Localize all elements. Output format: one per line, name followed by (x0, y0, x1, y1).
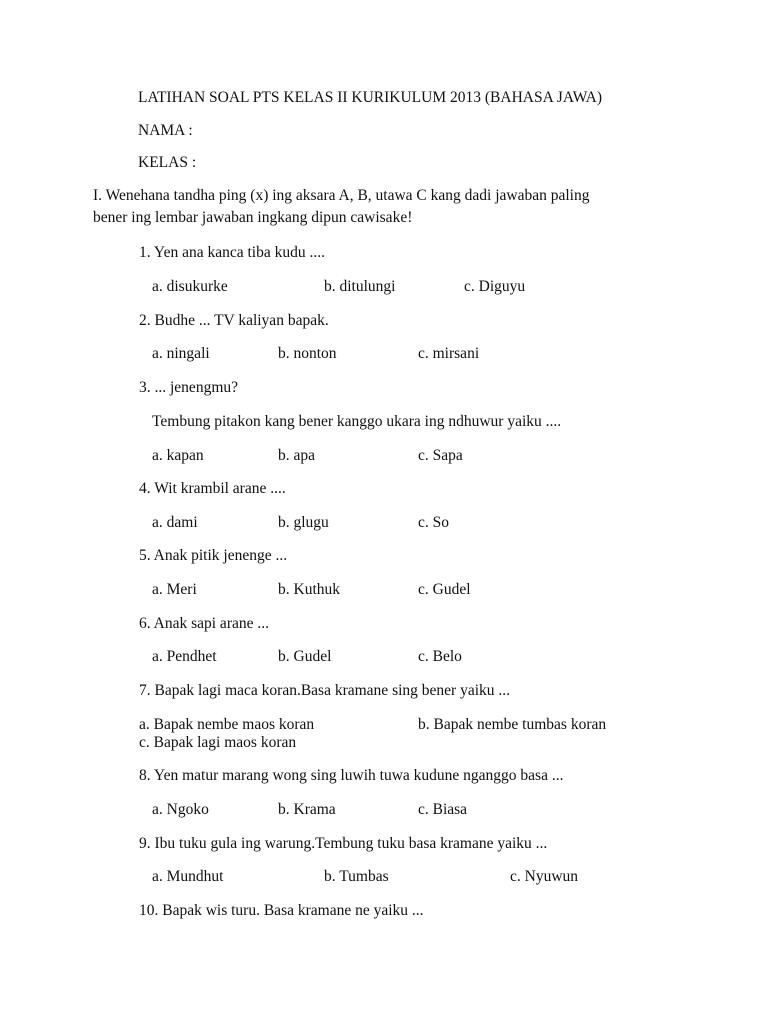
nama-label: NAMA : (138, 122, 193, 139)
question-9-option-c: c. Nyuwun (510, 868, 579, 885)
question-8-option-a: a. Ngoko (152, 801, 209, 818)
question-8-option-c: c. Biasa (418, 801, 468, 818)
instruction-line-1: I. Wenehana tandha ping (x) ing aksara A, B, utawa C kang dadi jawaban paling (93, 187, 590, 204)
question-3: 3. ... jenengmu? (139, 379, 239, 396)
question-1: 1. Yen ana kanca tiba kudu .... (139, 244, 325, 261)
question-1-option-a: a. disukurke (152, 278, 228, 295)
question-6-option-b: b. Gudel (278, 648, 332, 665)
question-4-option-b: b. glugu (278, 514, 329, 531)
question-8-option-b: b. Krama (278, 801, 336, 818)
question-3-option-c: c. Sapa (418, 447, 463, 464)
question-6: 6. Anak sapi arane ... (139, 615, 269, 632)
question-3-subtext: Tembung pitakon kang bener kanggo ukara ing ndhuwur yaiku .... (152, 413, 562, 430)
question-2-option-c: c. mirsani (418, 345, 480, 362)
question-4: 4. Wit krambil arane .... (139, 480, 286, 497)
question-4-option-a: a. dami (152, 514, 198, 531)
question-5-option-b: b. Kuthuk (278, 581, 340, 598)
question-7: 7. Bapak lagi maca koran.Basa kramane sing bener yaiku ... (139, 682, 511, 699)
document-title: LATIHAN SOAL PTS KELAS II KURIKULUM 2013 (BAHASA JAWA) (138, 89, 603, 106)
question-1-option-c: c. Diguyu (464, 278, 526, 295)
question-2: 2. Budhe ... TV kaliyan bapak. (139, 312, 329, 329)
question-7-option-a: a. Bapak nembe maos koran (139, 716, 315, 733)
question-4-option-c: c. So (418, 514, 449, 531)
question-9-option-a: a. Mundhut (152, 868, 224, 885)
question-3-option-b: b. apa (278, 447, 316, 464)
question-6-option-c: c. Belo (418, 648, 462, 665)
question-10: 10. Bapak wis turu. Basa kramane ne yaiku ... (139, 902, 424, 919)
instruction-line-2: bener ing lembar jawaban ingkang dipun cawisake! (93, 209, 413, 226)
question-9: 9. Ibu tuku gula ing warung.Tembung tuku basa kramane yaiku ... (139, 835, 548, 852)
question-7-option-b: b. Bapak nembe tumbas koran (418, 716, 607, 733)
question-2-option-a: a. ningali (152, 345, 210, 362)
question-7-option-c: c. Bapak lagi maos koran (139, 734, 297, 751)
question-9-option-b: b. Tumbas (324, 868, 389, 885)
question-5-option-c: c. Gudel (418, 581, 471, 598)
question-2-option-b: b. nonton (278, 345, 337, 362)
question-1-option-b: b. ditulungi (324, 278, 396, 295)
question-5: 5. Anak pitik jenenge ... (139, 547, 288, 564)
kelas-label: KELAS : (138, 154, 197, 171)
question-8: 8. Yen matur marang wong sing luwih tuwa kudune nganggo basa ... (139, 767, 564, 784)
question-3-option-a: a. kapan (152, 447, 204, 464)
question-6-option-a: a. Pendhet (152, 648, 217, 665)
question-5-option-a: a. Meri (152, 581, 197, 598)
